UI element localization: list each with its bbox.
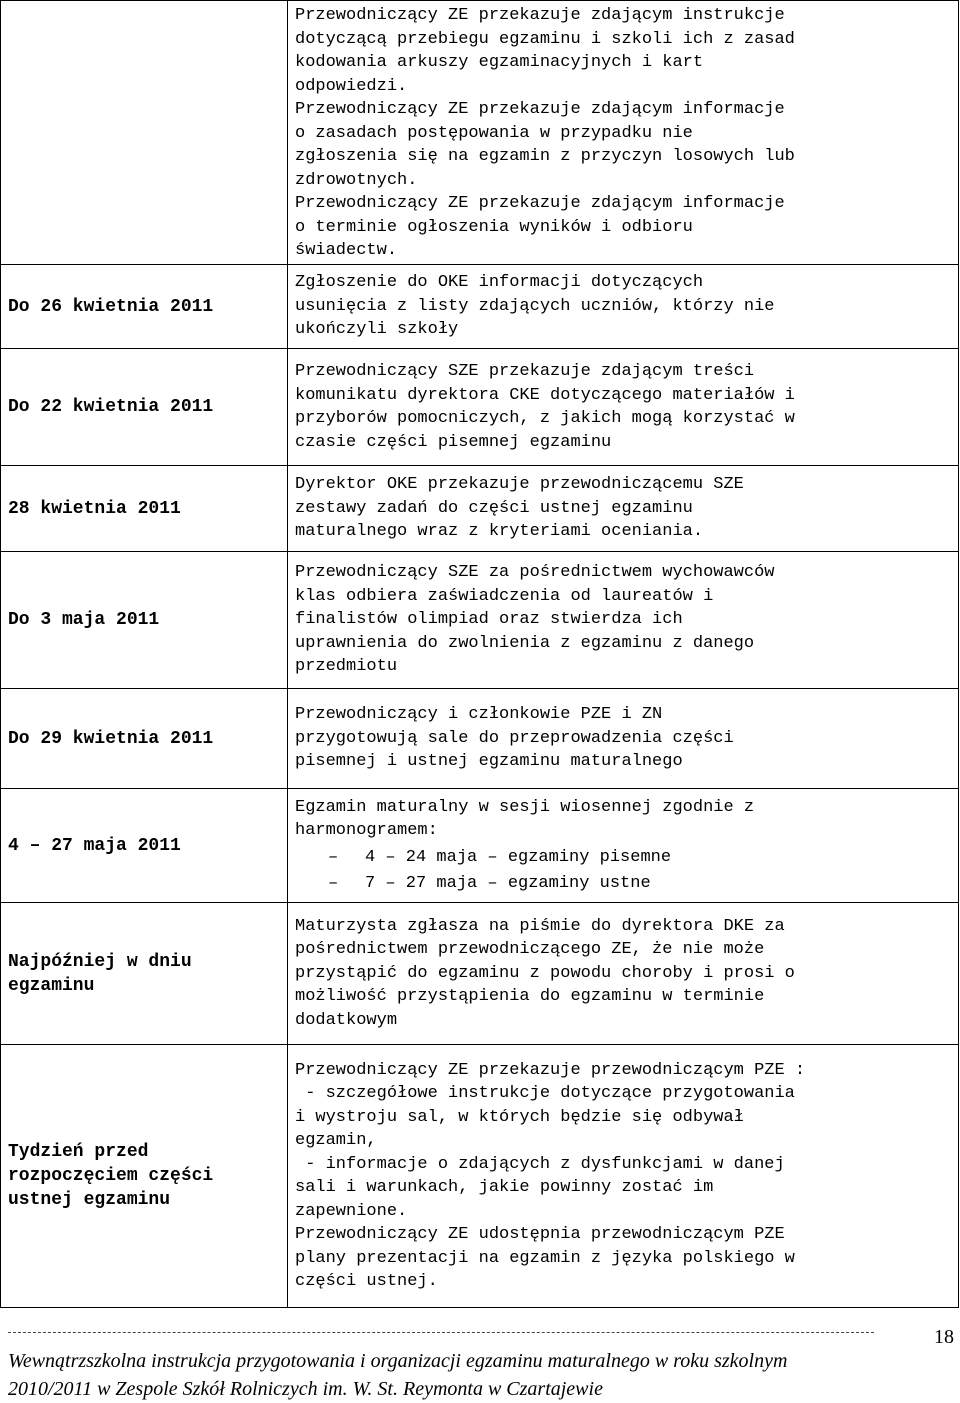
description-line: ukończyli szkoły (295, 320, 459, 340)
description-line: Przewodniczący ZE przekazuje zdającym informacje (295, 194, 785, 213)
description-cell (288, 349, 959, 466)
description-line: finalistów olimpiad oraz stwierdza ich (295, 610, 683, 630)
schedule-list-item (295, 872, 958, 896)
description-cell (288, 466, 959, 552)
table-row (1, 1, 959, 265)
description-line: Maturzysta zgłasza na piśmie do dyrektora DKE za (295, 916, 785, 936)
description-line: - szczegółowe instrukcje dotyczące przygotowania (295, 1084, 795, 1103)
description-line: przystąpić do egzaminu z powodu choroby i prosi o (295, 963, 795, 983)
description-line: zestawy zadań do części ustnej egzaminu (295, 498, 693, 518)
description-line: maturalnego wraz z kryteriami oceniania. (295, 522, 704, 542)
date-line: ustnej egzaminu (8, 1190, 171, 1210)
description-line: uprawnienia do zwolnienia z egzaminu z danego (295, 633, 755, 653)
date-cell: Do 29 kwietnia 2011 (1, 689, 288, 789)
table-row (1, 466, 959, 552)
table-row (1, 689, 959, 789)
description-line: zapewnione. (295, 1201, 408, 1221)
table-row (1, 349, 959, 466)
description-line: - informacje o zdających z dysfunkcjami w danej (295, 1154, 785, 1174)
description-line: zgłoszenia się na egzamin z przyczyn losowych lub (295, 147, 795, 166)
description-line: przedmiotu (295, 657, 398, 677)
description-line: Przewodniczący ZE przekazuje zdającym instrukcje (295, 6, 785, 25)
description-line: pośrednictwem przewodniczącego ZE, że nie może (295, 940, 765, 960)
footer-divider (8, 1332, 874, 1333)
date-line: Tydzień przed (8, 1142, 149, 1162)
description-line: i wystroju sal, w których będzie się odbywał (295, 1107, 744, 1127)
description-line: Przewodniczący SZE przekazuje zdającym treści (295, 362, 755, 381)
date-cell: Do 3 maja 2011 (1, 552, 288, 689)
description-line: Przewodniczący ZE przekazuje zdającym informacje (295, 100, 785, 119)
description-line: Zgłoszenie do OKE informacji dotyczących (295, 273, 704, 293)
description-cell (288, 552, 959, 689)
description-cell (288, 903, 959, 1045)
schedule-list-item-text: 7 – 27 maja – egzaminy ustne (365, 874, 651, 893)
dash-bullet: – (328, 874, 339, 893)
description-line: zdrowotnych. (295, 170, 418, 190)
footer-line: 2010/2011 w Zespole Szkół Rolniczych im. W. St. Reymonta w Czartajewie (8, 1378, 603, 1400)
description-line: przyborów pomocniczych, z jakich mogą korzystać w (295, 409, 795, 428)
footer-line: Wewnątrzszkolna instrukcja przygotowania i organizacji egzaminu maturalnego w roku szkolnym (8, 1350, 788, 1372)
date-cell: 28 kwietnia 2011 (1, 466, 288, 552)
table-row (1, 1045, 959, 1308)
description-line: sali i warunkach, jakie powinny zostać im (295, 1178, 714, 1197)
description-line: części ustnej. (295, 1272, 438, 1291)
description-line: Przewodniczący ZE udostępnia przewodniczącym PZE (295, 1225, 785, 1244)
date-cell (1, 1, 288, 265)
table-row (1, 789, 959, 903)
description-line: Egzamin maturalny w sesji wiosennej zgodnie z (295, 797, 755, 817)
description-line: dotyczącą przebiegu egzaminu i szkoli ich z zasad (295, 29, 795, 49)
description-line: o terminie ogłoszenia wyników i odbioru (295, 217, 693, 237)
date-line: egzaminu (8, 975, 95, 996)
date-cell: Do 22 kwietnia 2011 (1, 349, 288, 466)
description-line: egzamin, (295, 1131, 377, 1150)
date-cell: 4 – 27 maja 2011 (1, 789, 288, 903)
description-line: przygotowują sale do przeprowadzenia części (295, 728, 734, 748)
date-cell: Do 26 kwietnia 2011 (1, 265, 288, 349)
description-line: odpowiedzi. (295, 76, 408, 96)
description-line: Przewodniczący ZE przekazuje przewodniczącym PZE : (295, 1060, 806, 1080)
description-line: kodowania arkuszy egzaminacyjnych i kart (295, 53, 704, 72)
description-line: możliwość przystąpienia do egzaminu w terminie (295, 987, 765, 1007)
description-line: o zasadach postępowania w przypadku nie (295, 123, 693, 143)
description-line: świadectw. (295, 241, 398, 260)
schedule-list-item (295, 846, 958, 870)
description-line: plany prezentacji na egzamin z języka polskiego w (295, 1248, 795, 1268)
description-line: Przewodniczący SZE za pośrednictwem wychowawców (295, 563, 775, 583)
table-row (1, 552, 959, 689)
date-cell (1, 903, 288, 1045)
description-cell (288, 1045, 959, 1308)
dash-bullet: – (328, 847, 339, 867)
description-line: Dyrektor OKE przekazuje przewodniczącemu SZE (295, 475, 744, 495)
description-line: Przewodniczący i członkowie PZE i ZN (295, 705, 663, 725)
description-line: usunięcia z listy zdających uczniów, którzy nie (295, 296, 775, 316)
description-line: harmonogramem: (295, 821, 438, 840)
date-line: Najpóźniej w dniu (8, 951, 192, 972)
description-line: klas odbiera zaświadczenia od laureatów i (295, 586, 714, 606)
description-line: czasie części pisemnej egzaminu (295, 432, 612, 452)
schedule-list-item-text: 4 – 24 maja – egzaminy pisemne (365, 847, 672, 867)
description-cell (288, 265, 959, 349)
description-line: komunikatu dyrektora CKE dotyczącego materiałów i (295, 385, 795, 405)
description-cell (288, 689, 959, 789)
table-row (1, 903, 959, 1045)
date-cell (1, 1045, 288, 1308)
table-row (1, 265, 959, 349)
description-cell (288, 1, 959, 265)
page-number: 18 (934, 1326, 954, 1348)
page-footer (8, 1347, 908, 1403)
description-line: dodatkowym (295, 1010, 398, 1030)
description-line: pisemnej i ustnej egzaminu maturalnego (295, 752, 683, 772)
description-cell (288, 789, 959, 903)
date-line: rozpoczęciem części (8, 1166, 214, 1186)
